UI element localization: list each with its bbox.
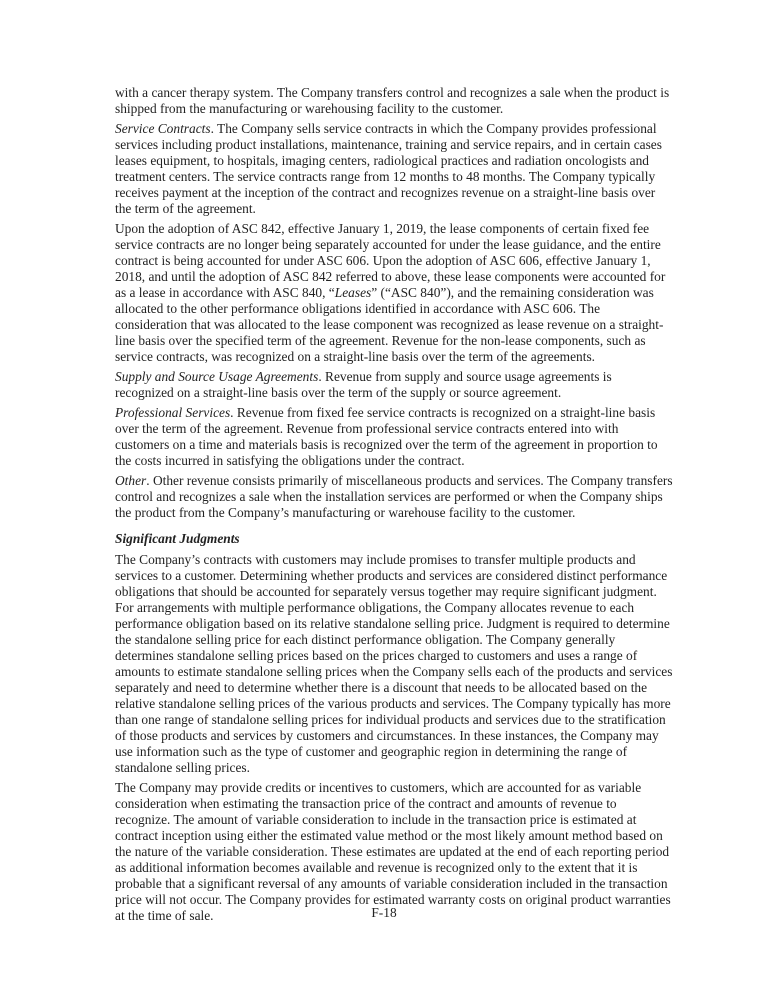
paragraph bbox=[115, 552, 673, 776]
text-run: Supply and Source Usage Agreements bbox=[115, 369, 319, 384]
text-run: Leases bbox=[334, 285, 372, 300]
paragraph bbox=[115, 221, 673, 365]
section-heading bbox=[115, 531, 673, 547]
text-run: Significant Judgments bbox=[115, 531, 240, 546]
text-run: . The Company sells service contracts in which the Company provides professional services including product installations, maintenance, training and service repairs, and in certain cases leases equipment, to hospitals, imaging centers, radiological practices and radiation oncologists and treatment centers. The service contracts range from 12 months to 48 months. The Company typically receives payment at the inception of the contract and recognizes revenue on a straight-line basis over the term of the agreement. bbox=[115, 121, 662, 216]
paragraph bbox=[115, 473, 673, 521]
text-run: ” (“ASC 840”), and the remaining consideration was allocated to the other performance obligations identified in accordance with ASC 606. The consideration that was allocated to the lease component was recognized as lease revenue on a straight-line basis over the specified term of the agreement. Revenue for the non-lease components, such as service contracts, was recognized on a straight-line basis over the term of the agreements. bbox=[115, 285, 664, 364]
page-footer bbox=[0, 905, 768, 921]
text-run: The Company may provide credits or incentives to customers, which are accounted for as variable consideration when estimating the transaction price of the contract and amounts of revenue to recognize. The amount of variable consideration to include in the transaction price is estimated at contract inception using either the estimated value method or the most likely amount method based on the nature of the variable consideration. These estimates are updated at the end of each reporting period as additional information becomes available and revenue is recognized only to the extent that it is probable that a significant reversal of any amounts of variable consideration included in the transaction price will not occur. The Company provides for estimated warranty costs on original product warranties at the time of sale. bbox=[115, 780, 671, 923]
text-run: Professional Services bbox=[115, 405, 231, 420]
text-run: . Revenue from supply and source usage agreements is recognized on a straight-line basis over the term of the supply or source agreement. bbox=[115, 369, 612, 400]
paragraph bbox=[115, 121, 673, 217]
text-run: Upon the adoption of ASC 842, effective January 1, 2019, the lease components of certain fixed fee service contracts are no longer being separately accounted for under the lease guidance, and the entire contract is being accounted for under ASC 606. Upon the adoption of ASC 606, effective January 1, 2018, and until the adoption of ASC 842 referred to above, these lease components were accounted for as a lease in accordance with ASC 840, “ bbox=[115, 221, 666, 300]
text-run: Other bbox=[115, 473, 147, 488]
paragraph bbox=[115, 780, 673, 924]
text-run: with a cancer therapy system. The Company transfers control and recognizes a sale when the product is shipped from the manufacturing or warehousing facility to the customer. bbox=[115, 85, 670, 116]
paragraph bbox=[115, 405, 673, 469]
page-number: F-18 bbox=[371, 905, 397, 920]
text-run: . Revenue from fixed fee service contracts is recognized on a straight-line basis over the term of the agreement. Revenue from professional service contracts entered into with customers on a time and materials basis is recognized over the term of the agreement in proportion to the costs incurred in satisfying the obligations under the contract. bbox=[115, 405, 658, 468]
document-body bbox=[115, 85, 673, 928]
text-run: Service Contracts bbox=[115, 121, 211, 136]
paragraph bbox=[115, 369, 673, 401]
text-run: . Other revenue consists primarily of miscellaneous products and services. The Company transfers control and recognizes a sale when the installation services are performed or when the Company ships the product from the Company’s manufacturing or warehouse facility to the customer. bbox=[115, 473, 673, 520]
text-run: The Company’s contracts with customers may include promises to transfer multiple products and services to a customer. Determining whether products and services are considered distinct performance obligations that should be accounted for separately versus together may require significant judgment. For arrangements with multiple performance obligations, the Company allocates revenue to each performance obligation based on its relative standalone selling price. Judgment is required to determine the standalone selling price for each distinct performance obligation. The Company generally determines standalone selling prices based on the prices charged to customers and uses a range of amounts to estimate standalone selling prices when the Company sells each of the products and services separately and need to determine whether there is a discount that needs to be allocated based on the relative standalone selling prices of the various products and services. The Company typically has more than one range of standalone selling prices for individual products and services due to the stratification of those products and services by customers and circumstances. In these instances, the Company may use information such as the type of customer and geographic region in determining the range of standalone selling prices. bbox=[115, 552, 673, 775]
paragraph bbox=[115, 85, 673, 117]
